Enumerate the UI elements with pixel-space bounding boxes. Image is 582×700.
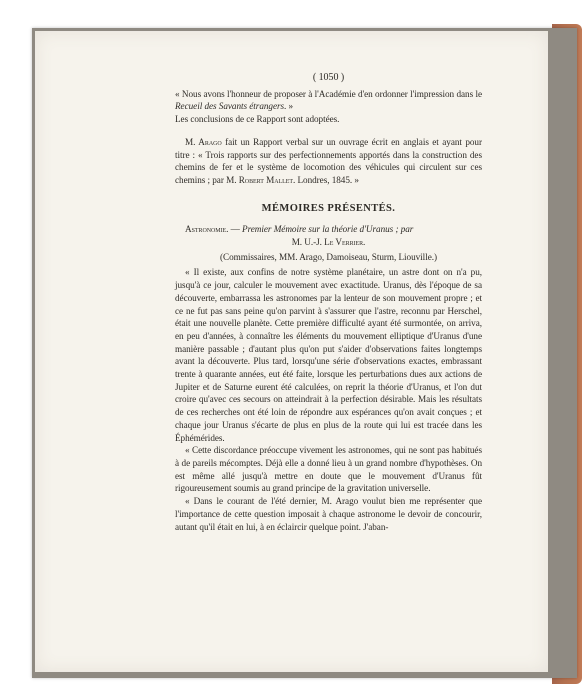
- memoire-dash: —: [228, 224, 243, 235]
- paragraph-arago-report: [175, 136, 482, 187]
- paragraph-uranus-2: « Cette discordance préoccupe vivement les astronomes, qui ne sont pas habitués à de pareils mécomptes. Déjà elle a donné lieu à un grand nombre d'hypothèses. On est même allé jusqu'à mettre en doute que le mouvement d'Uranus fût rigoureusement soumis au grand principe de la gravitation universelle.: [175, 445, 482, 494]
- memoire-section: Astronomie.: [185, 224, 229, 235]
- memoire-title: Premier Mémoire sur la théorie d'Uranus ; par: [242, 224, 414, 235]
- paragraph-adoption: Les conclusions de ce Rapport sont adoptées.: [175, 114, 340, 125]
- memoire-title-line: [175, 223, 482, 236]
- paragraph-uranus-1: « Il existe, aux confins de notre système planétaire, un astre dont on n'a pu, jusqu'à ce jour, calculer le mouvement avec exactitude. Uranus, dès l'époque de sa découverte, embarrassa les astronomes par la lenteur de son mouvement propre ; et ce ne fut pas sans peine qu'on parvint à s'assurer que l'astre, reconnu par Herschel, était une nouvelle planète. Cette première difficulté ayant été surmontée, on arriva, en peu d'années, à connaître les éléments du mouvement elliptique d'Uranus d'une manière passable ; d'autant plus qu'on put s'aider d'observations faites longtemps avant la découverte. Plus tard, lorsqu'une série d'observations exactes, embrassant trente à quarante années, eut été faite, lorsque les perturbations dues aux actions de Jupiter et de Saturne eurent été calculées, on reprit la théorie d'Uranus, et l'on dut croire qu'avec ces secours on atteindrait à la perfection désirable. Mais les résultats de ces recherches ont été loin de répondre aux espérances qu'on avait conçues ; et chaque jour Uranus s'écarte de plus en plus de la route qui lui est tracée dans les Éphémérides.: [175, 267, 482, 443]
- paragraph-conclusion-end: . »: [284, 101, 294, 112]
- commissaires: (Commissaires, MM. Arago, Damoiseau, Sturm, Liouville.): [220, 251, 437, 262]
- page-text: [175, 72, 482, 533]
- author-arago: M. Arago: [185, 136, 222, 147]
- section-heading: MÉMOIRES PRÉSENTÉS.: [261, 202, 396, 214]
- report-text: fait un Rapport verbal sur un ouvrage écrit en anglais et ayant pour titre : « Trois rapports sur des perfectionnements apportés dans la construction des chemins de fer et le système de locomotion des véhicules qui circulent sur ces chemins ; par M.: [175, 136, 482, 185]
- author-mallet: Robert Mallet: [238, 174, 293, 185]
- page-number: ( 1050 ): [312, 72, 345, 83]
- paragraph-conclusion-text: « Nous avons l'honneur de proposer à l'Académie d'en ordonner l'impression dans le: [175, 88, 482, 99]
- report-text-end: . Londres, 1845. »: [292, 174, 359, 185]
- paragraph-uranus-3: « Dans le courant de l'été dernier, M. Arago voulut bien me représenter que l'importance de cette question imposait à chaque astronome le devoir de concourir, autant qu'il était en lui, à en éclaircir quelque point. J'aban-: [175, 496, 482, 532]
- memoire-author: M. U.-J. Le Verrier.: [291, 237, 366, 248]
- paragraph-conclusion-quote: [175, 88, 482, 113]
- recueil-title: Recueil des Savants étrangers: [175, 101, 285, 112]
- spacer: [175, 126, 482, 136]
